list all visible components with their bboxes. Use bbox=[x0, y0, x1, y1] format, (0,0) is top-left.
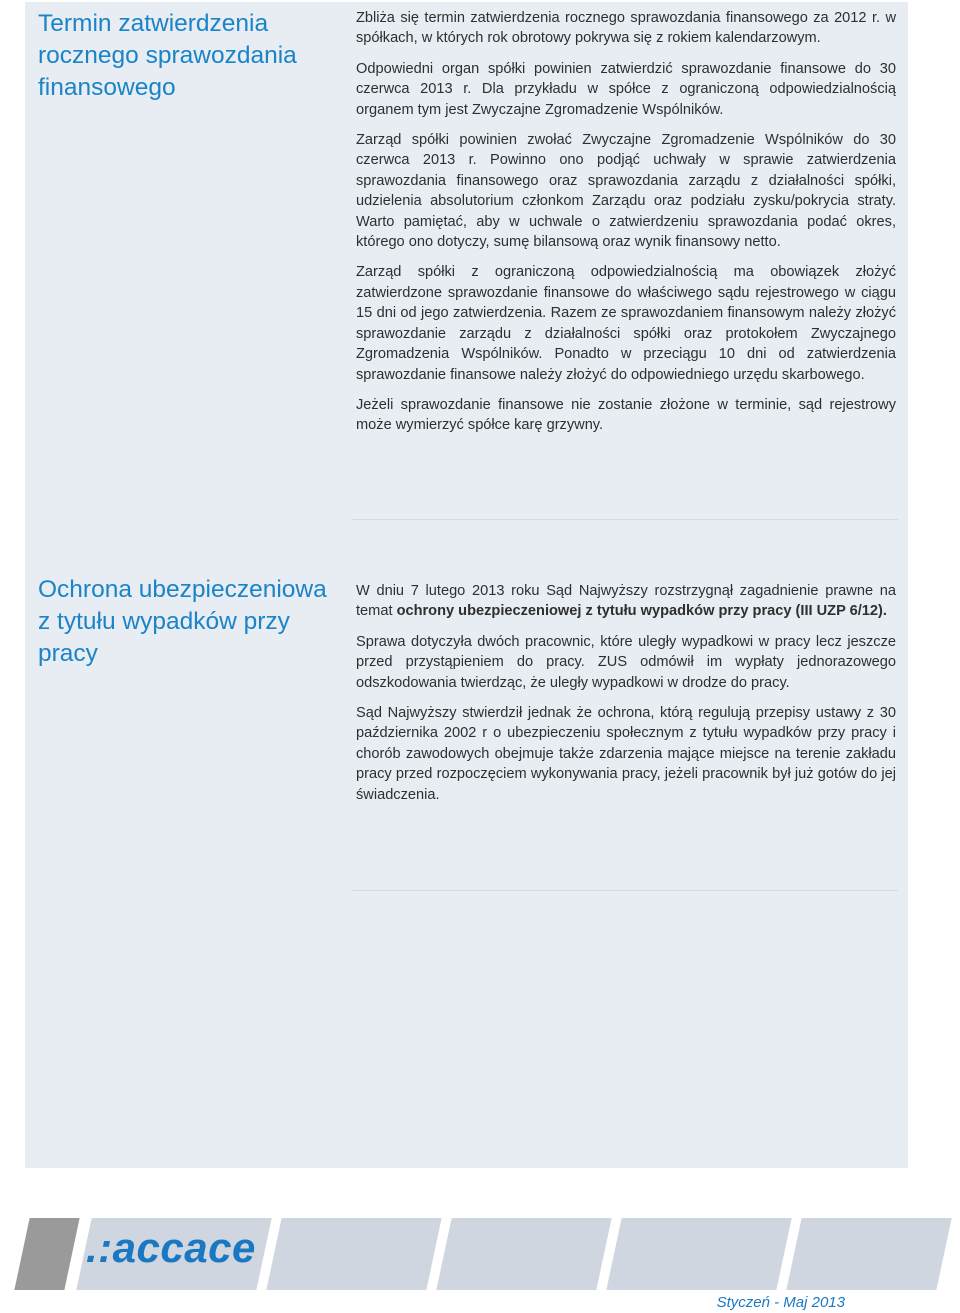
logo-bar bbox=[606, 1218, 791, 1290]
logo-bar bbox=[786, 1218, 951, 1290]
title-line: Ochrona ubezpieczeniowa bbox=[38, 576, 327, 603]
section-body-ochrona bbox=[356, 581, 896, 815]
title-line: finansowego bbox=[38, 74, 176, 101]
paragraph: Sąd Najwyższy stwierdził jednak że ochrona, którą regulują przepisy ustawy z 30 października 2002 r o ubezpieczeniu społecznym z tytułu wypadków przy pracy i chorób zawodowych obejmuje także zdarzenia mające miejsce na terenie zakładu pracy przed rozpoczęciem wykonywania pracy, jeżeli pracownik był już gotów do jej świadczenia. bbox=[356, 705, 896, 803]
paragraph: Zarząd spółki z ograniczoną odpowiedzialnością ma obowiązek złożyć zatwierdzone sprawozdanie finansowe do właściwego sądu rejestrowego w ciągu 15 dni od jego zatwierdzenia. Razem ze sprawozdaniem finansowym należy złożyć sprawozdanie zarządu z działalności spółki oraz protokołem Zwyczajnego Zgromadzenia Wspólników. Ponadto w przeciągu 10 dni od zatwierdzenia sprawozdanie finansowe należy złożyć do odpowiedniego urzędu skarbowego. bbox=[356, 264, 896, 383]
paragraph: Jeżeli sprawozdanie finansowe nie zostanie złożone w terminie, sąd rejestrowy może wymierzyć spółce karę grzywny. bbox=[356, 396, 896, 434]
case-reference: ochrony ubezpieczeniowej z tytułu wypadków przy pracy (III UZP 6/12). bbox=[396, 603, 887, 620]
paragraph bbox=[356, 581, 896, 622]
logo-bar bbox=[14, 1218, 79, 1290]
logo-bar bbox=[266, 1218, 441, 1290]
paragraph: Odpowiedni organ spółki powinien zatwierdzić sprawozdanie finansowe do 30 czerwca 2013 r. Dla przykładu w spółce z ograniczoną odpowiedzialnością organem tym jest Zwyczajne Zgromadzenie Wspólników. bbox=[356, 60, 896, 118]
footer-logo bbox=[0, 1218, 960, 1290]
footer-date: Styczeń - Maj 2013 bbox=[716, 1294, 845, 1311]
paragraph-text: W dniu 7 lutego 2013 roku Sąd Najwyższy rozstrzygnął zagadnienie prawne na temat bbox=[356, 583, 896, 620]
title-line: rocznego sprawozdania bbox=[38, 42, 297, 69]
section-title-ochrona bbox=[38, 574, 338, 670]
title-line: pracy bbox=[38, 640, 98, 667]
logo-bar bbox=[436, 1218, 611, 1290]
paragraph: Sprawa dotyczyła dwóch pracownic, które uległy wypadkowi w pracy lecz jeszcze przed przystąpieniem do pracy. ZUS odmówił im wypłaty jednorazowego odszkodowania twierdząc, że uległy wypadkowi w drodze do pracy. bbox=[356, 633, 896, 691]
section-title-termin bbox=[38, 8, 338, 104]
paragraph: Zbliża się termin zatwierdzenia rocznego sprawozdania finansowego za 2012 r. w spółkach, w których rok obrotowy pokrywa się z rokiem kalendarzowym. bbox=[356, 10, 896, 47]
section-divider bbox=[352, 519, 898, 520]
title-line: z tytułu wypadków przy bbox=[38, 608, 290, 635]
accace-logo: .:accace bbox=[86, 1224, 256, 1271]
title-line: Termin zatwierdzenia bbox=[38, 10, 269, 37]
paragraph: Zarząd spółki powinien zwołać Zwyczajne Zgromadzenie Wspólników do 30 czerwca 2013 r. Powinno ono podjąć uchwały w sprawie zatwierdzenia sprawozdania finansowego oraz sprawozdania zarządu z działalności spółki, udzielenia absolutorium członkom Zarządu oraz podziału zysku/pokrycia straty. Warto pamiętać, aby w uchwale o zatwierdzeniu sprawozdania podać okres, którego ono dotyczy, sumę bilansową oraz wynik finansowy netto. bbox=[356, 132, 896, 251]
section-divider bbox=[352, 890, 898, 891]
section-body-termin bbox=[356, 8, 896, 446]
